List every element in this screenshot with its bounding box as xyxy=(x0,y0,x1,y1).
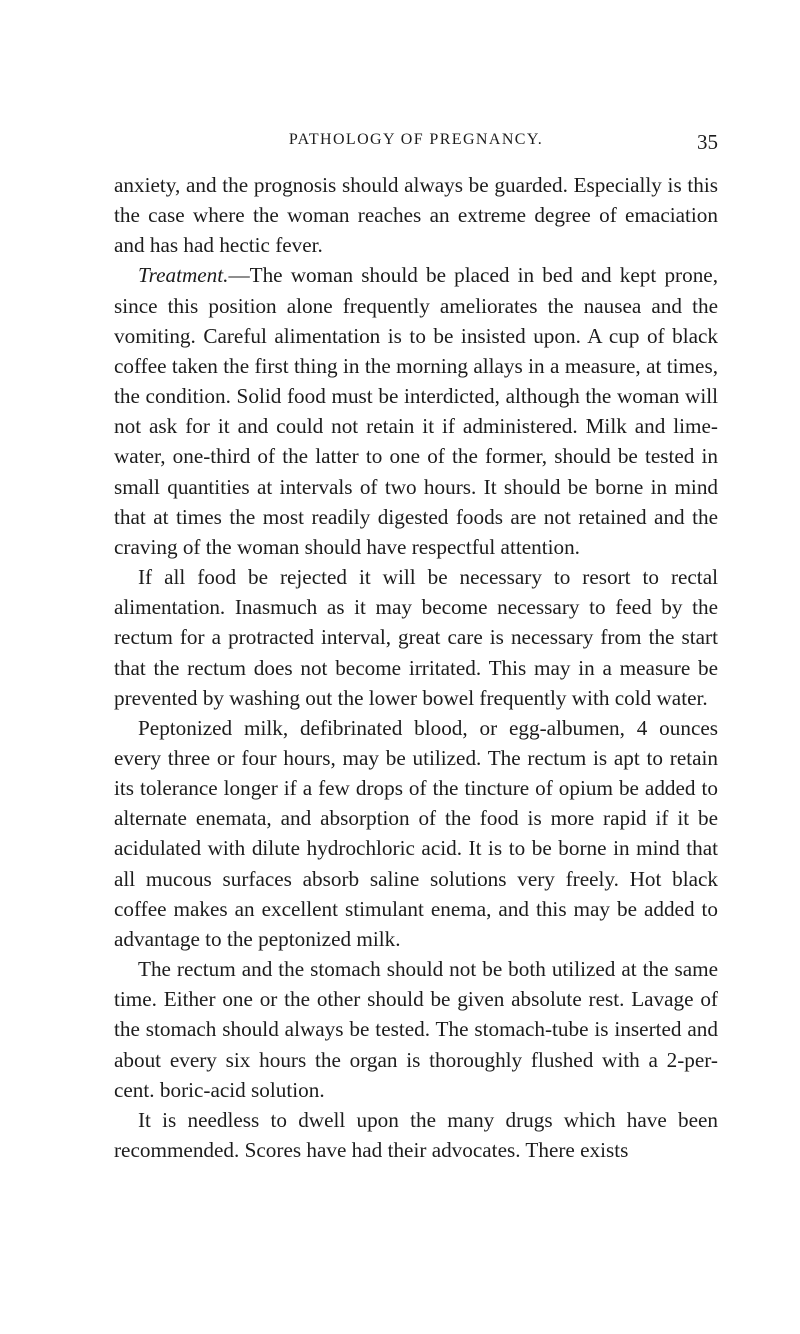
paragraph-text: If all food be rejected it will be necessary to resort to rectal alimentation. Inasmuch as it may become necessary to feed by the rectum for a protracted interval, great care is necessary from the start that the rectum does not become irritated. This may in a measure be prevented by washing out the lower bowel frequently with cold water. xyxy=(114,565,718,710)
paragraph-text: It is needless to dwell upon the many drugs which have been recommended. Scores have had their advocates. There exists xyxy=(114,1107,718,1162)
paragraph-text: anxiety, and the prognosis should always be guarded. Especially is this the case where the woman reaches an extreme degree of emaciation and has had hectic fever. xyxy=(114,173,718,258)
section-run-in-heading: Treatment. xyxy=(138,263,229,288)
page-number: 35 xyxy=(697,130,718,154)
running-title: PATHOLOGY OF PREGNANCY. xyxy=(288,131,544,148)
paragraph-text: Peptonized milk, defibrinated blood, or egg-albumen, 4 ounces every three or four hours, may be utilized. The rectum is apt to retain its tolerance longer if a few drops of the tincture of opium be added to alternate enemata, and absorption of the food is more rapid if it be acidulated with dilute hydrochloric acid. It is to be borne in mind that all mucous surfaces absorb saline solutions very freely. Hot black coffee makes an excellent stimulant enema, and this may be added to advantage to the peptonized milk. xyxy=(114,715,718,951)
paragraph-peptonized-milk xyxy=(114,713,718,954)
paragraph-treatment xyxy=(114,260,718,562)
paragraph-rectal-alimentation xyxy=(114,562,718,713)
paragraph-text: The rectum and the stomach should not be both utilized at the same time. Either one or the other should be given absolute rest. Lavage of the stomach should always be tested. The stomach-tube is inserted and about every six hours the organ is thoroughly flushed with a 2-per-cent. boric-acid solution. xyxy=(114,957,718,1102)
running-head xyxy=(114,130,718,154)
paragraph-continuation xyxy=(114,170,718,260)
paragraph-drugs xyxy=(114,1105,718,1165)
paragraph-rectum-stomach xyxy=(114,954,718,1105)
body-text xyxy=(114,170,718,1165)
paragraph-text: —The woman should be placed in bed and kept prone, since this position alone frequently ameliorates the nausea and the vomiting. Careful alimentation is to be insisted upon. A cup of black coffee taken the first thing in the morning allays in a measure, at times, the condition. Solid food must be interdicted, although the woman will not ask for it and could not retain it if administered. Milk and lime-water, one-third of the latter to one of the former, should be tested in small quantities at intervals of two hours. It should be borne in mind that at times the most readily digested foods are not retained and the craving of the woman should have respectful attention. xyxy=(114,263,718,559)
